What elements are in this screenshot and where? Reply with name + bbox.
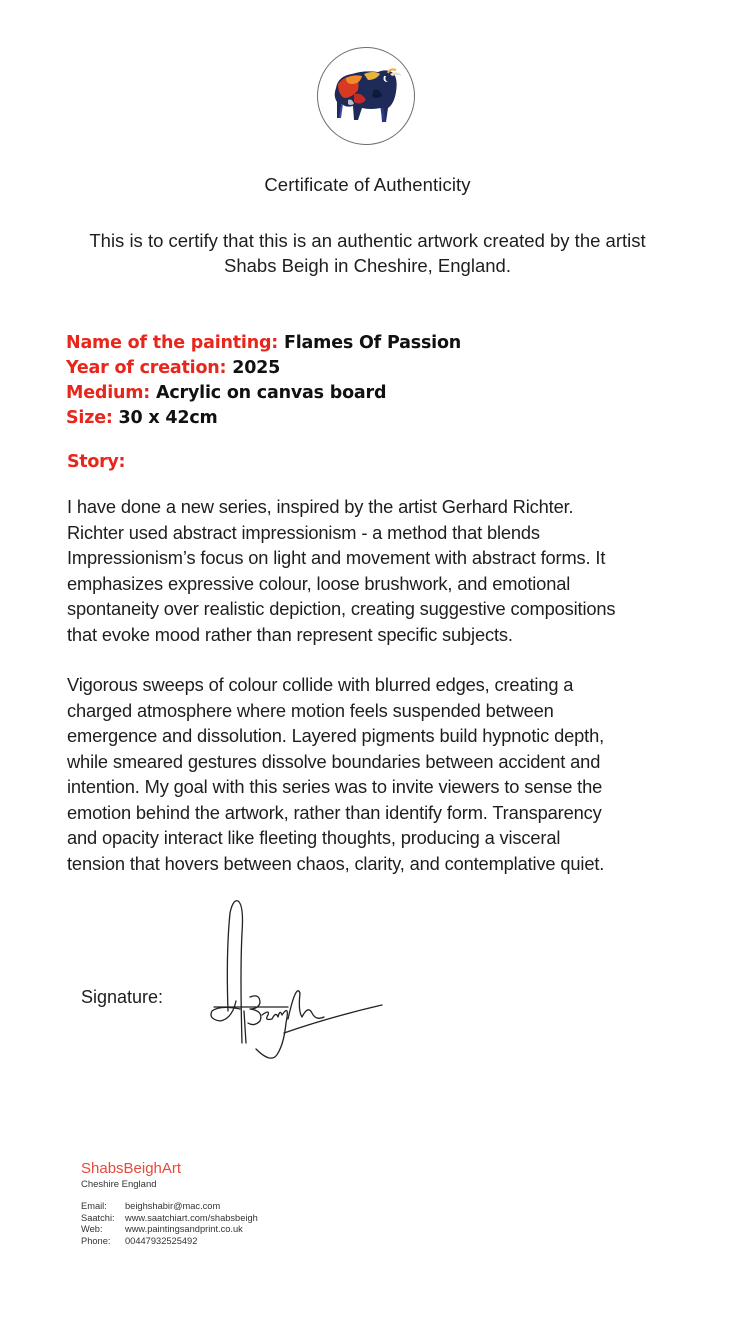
artwork-details — [66, 331, 461, 431]
signature — [200, 893, 385, 1073]
story-line: I have done a new series, inspired by the artist Gerhard Richter. — [67, 496, 574, 517]
story-line: while smeared gestures dissolve boundaries between accident and — [67, 750, 601, 772]
detail-label: Year of creation: — [66, 358, 227, 378]
contact-key: Phone: — [81, 1235, 111, 1246]
detail-row-painting-name — [66, 331, 461, 356]
detail-row-size — [66, 406, 461, 431]
saatchi-link[interactable]: www.saatchiart.com/shabsbeigh — [125, 1212, 258, 1223]
story-line: that evoke mood rather than represent specific subjects. — [67, 623, 513, 645]
story-line: and opacity interact like fleeting thoughts, producing a visceral — [67, 827, 561, 848]
detail-row-medium — [66, 381, 461, 406]
story-line: emphasizes expressive colour, loose brushwork, and emotional — [67, 572, 571, 594]
phone-number: 00447932525492 — [125, 1235, 198, 1246]
contact-row-saatchi — [81, 1213, 258, 1225]
story-line: Impressionism’s focus on light and movement with abstract forms. It — [67, 547, 606, 568]
story-line: spontaneity over realistic depiction, creating suggestive compositions — [67, 598, 616, 619]
contact-list — [81, 1201, 258, 1247]
certificate-title: Certificate of Authenticity — [264, 174, 471, 195]
story-line: Vigorous sweeps of colour collide with blurred edges, creating a — [67, 674, 574, 695]
story-paragraph-2 — [67, 672, 677, 876]
detail-value: Flames Of Passion — [278, 333, 462, 353]
logo — [317, 47, 415, 145]
certification-line: This is to certify that this is an authentic artwork created by the artist — [89, 230, 646, 251]
certification-statement — [40, 228, 695, 278]
contact-key: Email: — [81, 1201, 107, 1211]
signature-label: Signature: — [81, 987, 164, 1007]
brand-location: Cheshire England — [81, 1179, 157, 1190]
bull-painting-icon — [318, 48, 414, 144]
detail-value: Acrylic on canvas board — [150, 383, 387, 403]
website-link[interactable]: www.paintingsandprint.co.uk — [125, 1224, 243, 1234]
story-line: Richter used abstract impressionism - a method that blends — [67, 521, 540, 543]
detail-label: Size: — [66, 408, 113, 428]
contact-row-web — [81, 1224, 258, 1236]
contact-row-email — [81, 1201, 258, 1213]
certification-line: Shabs Beigh in Cheshire, England. — [224, 255, 511, 276]
detail-label: Name of the painting: — [66, 333, 279, 353]
detail-label: Medium: — [66, 383, 151, 403]
story-line: emergence and dissolution. Layered pigments build hypnotic depth, — [67, 725, 605, 746]
contact-key: Web: — [81, 1224, 103, 1234]
detail-value: 2025 — [226, 358, 281, 378]
story-line: intention. My goal with this series was to invite viewers to sense the — [67, 776, 603, 797]
detail-row-year — [66, 356, 461, 381]
brand-name: ShabsBeighArt — [81, 1160, 182, 1177]
email-link[interactable]: beighshabir@mac.com — [125, 1201, 221, 1211]
story-line: emotion behind the artwork, rather than identify form. Transparency — [67, 801, 602, 823]
story-line: tension that hovers between chaos, clarity, and contemplative quiet. — [67, 852, 605, 874]
contact-key: Saatchi: — [81, 1212, 115, 1223]
story-paragraph-1 — [67, 494, 677, 647]
detail-value: 30 x 42cm — [112, 408, 218, 428]
contact-row-phone — [81, 1236, 258, 1248]
story-line: charged atmosphere where motion feels suspended between — [67, 699, 554, 721]
footer-contact-block — [81, 1160, 258, 1247]
handwritten-signature-icon — [200, 893, 385, 1073]
story-heading: Story: — [67, 452, 126, 472]
